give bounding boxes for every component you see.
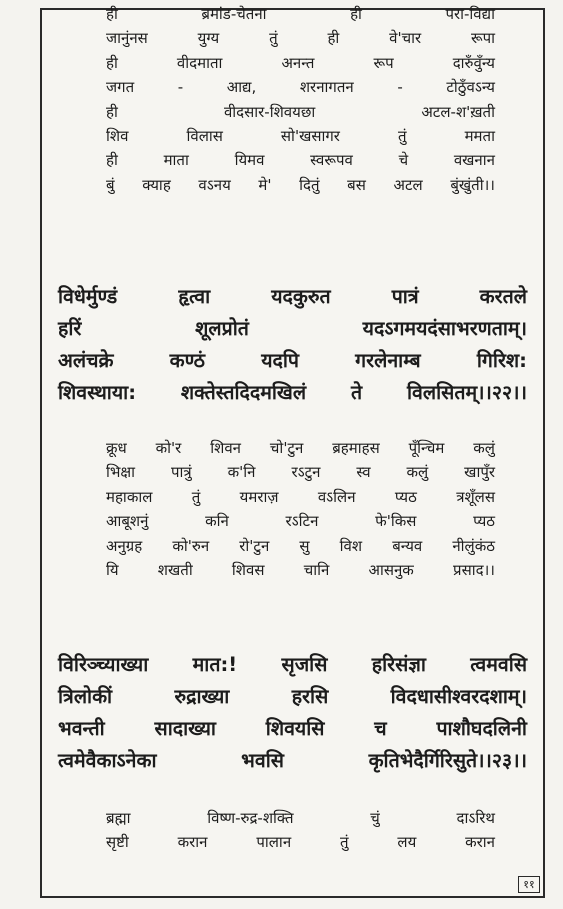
word: विश: [339, 536, 363, 555]
word: रूपा: [470, 29, 495, 48]
word: ही: [350, 5, 362, 23]
word: ही: [327, 29, 340, 48]
page-frame: [40, 5, 545, 898]
word: आबूशनुं: [106, 512, 149, 531]
word: शिवस: [231, 560, 265, 579]
word: शिवयसि: [265, 717, 325, 740]
word: यदपि: [261, 349, 299, 372]
word: गरलेनाम्ब: [355, 349, 421, 372]
word: शरनागतन: [299, 78, 354, 97]
word: बस: [347, 175, 366, 194]
word: शक्तेस्तदिदमखिलं: [180, 381, 307, 404]
word: पूँन्चिम: [408, 439, 445, 457]
text-line: [42, 650, 543, 682]
stanza-translation-1: [42, 4, 543, 199]
word: पाशौघदलिनी: [436, 717, 527, 740]
word: सृष्टी: [106, 833, 129, 852]
word: ब्रमांड-चेतना: [201, 5, 267, 23]
word: सादाख्या: [154, 717, 216, 740]
text-line: [42, 77, 543, 101]
word: युग्य: [197, 29, 220, 48]
text-line: [42, 314, 543, 346]
word: पालान: [256, 833, 292, 852]
word: ममता: [464, 126, 495, 145]
text-line: [42, 150, 543, 174]
text-line: [42, 438, 543, 462]
word: त्रशूँलस: [456, 487, 495, 506]
word: वखनान: [453, 151, 495, 170]
word: प्यठ: [473, 512, 495, 531]
word: अनुग्रह: [106, 536, 143, 555]
word: रऽटुन: [291, 463, 321, 482]
word: यमराज़: [239, 487, 279, 506]
word: बुं: [106, 175, 115, 194]
word: स्व: [356, 463, 371, 482]
word: प्यठ: [394, 487, 417, 506]
word: चुं: [370, 809, 380, 827]
stanza-verse-23: [42, 650, 543, 778]
word: च: [374, 717, 387, 740]
text-line: [42, 536, 543, 560]
stanza-translation-3: [42, 808, 543, 857]
word: शिवस्थाया:: [58, 381, 137, 404]
word: सो'खसागर: [280, 126, 340, 145]
word: विरिञ्च्याख्या: [58, 653, 149, 676]
text-line: [42, 126, 543, 150]
word: गिरिश:: [476, 349, 527, 372]
word: पात्रं: [391, 285, 419, 308]
word: रुद्राख्या: [174, 685, 230, 708]
word: भवसि: [241, 749, 284, 772]
text-line: [42, 282, 543, 314]
text-line: [42, 462, 543, 486]
text-line: [42, 28, 543, 52]
word: कनि: [205, 512, 229, 531]
word: मे': [258, 175, 272, 194]
word: हरिं: [58, 317, 82, 340]
stanza-verse-22: [42, 282, 543, 410]
word: भिक्षा: [106, 463, 136, 482]
stanza-translation-2: [42, 438, 543, 584]
text-line: [42, 53, 543, 77]
word: क'नि: [227, 463, 256, 482]
text-line: [42, 746, 543, 778]
word: रूप: [373, 53, 394, 72]
word: शखती: [157, 560, 193, 579]
word: जगत: [106, 78, 135, 97]
word: यिमव: [234, 151, 265, 170]
word: वे'चार: [389, 29, 422, 48]
word: विलसितम्।।२२।।: [407, 381, 527, 404]
word: विदधासीश्वरदशाम्।: [390, 685, 527, 708]
word: आद्य,: [226, 78, 257, 97]
word: रो'टुन: [239, 536, 270, 555]
word: कलुं: [473, 439, 495, 457]
word: तुं: [340, 833, 349, 852]
word: तुं: [191, 487, 201, 506]
word: यि: [106, 560, 119, 579]
word: नीलुंकंठ: [452, 536, 495, 555]
word: शिव: [106, 126, 129, 145]
word: विलास: [186, 126, 223, 145]
word: शिवन: [210, 439, 241, 457]
word: करान: [465, 833, 495, 852]
word: तुं: [269, 29, 278, 48]
word: वऽनय: [198, 175, 231, 194]
text-line: [42, 714, 543, 746]
word: चो'टुन: [269, 439, 304, 457]
word: त्रिलोकीं: [58, 685, 113, 708]
text-line: [42, 560, 543, 584]
word: सु: [299, 536, 310, 555]
word: खापुँर: [464, 463, 495, 482]
word: -: [177, 78, 184, 97]
text-line: [42, 808, 543, 832]
text-line: [42, 511, 543, 535]
word: बुंखुंती।।: [450, 175, 495, 194]
word: दारुँवुँन्य: [452, 53, 495, 72]
word: टोठुँवऽन्य: [446, 78, 495, 97]
word: विष्ण-रुद्र-शक्ति: [207, 809, 294, 827]
text-line: [42, 487, 543, 511]
word: माता: [163, 151, 189, 170]
word: मात:!: [192, 653, 238, 676]
word: बन्यव: [392, 536, 423, 555]
word: विधेर्मुण्डं: [58, 285, 118, 308]
word: ही: [106, 102, 118, 121]
text-line: [42, 682, 543, 714]
text-line: [42, 4, 543, 28]
word: आसनुक: [368, 560, 414, 579]
word: को'रुन: [172, 536, 210, 555]
word: -: [397, 78, 403, 97]
word: शूलप्रोतं: [195, 317, 249, 340]
word: वीदमाता: [176, 53, 223, 72]
word: त्वमवसि: [470, 653, 527, 676]
word: यदकुरुत: [271, 285, 331, 308]
word: लय: [397, 833, 417, 852]
word: तुं: [397, 126, 407, 145]
word: वऽलिन: [317, 487, 356, 506]
word: हरिसंज्ञा: [371, 653, 426, 676]
word: क्याह: [142, 175, 171, 194]
word: चे: [398, 151, 409, 170]
word: हृत्वा: [178, 285, 211, 308]
word: प्रसाद।।: [453, 560, 495, 579]
word: दितुं: [299, 175, 320, 194]
text-line: [42, 832, 543, 856]
text-line: [42, 346, 543, 378]
word: ही: [106, 151, 118, 170]
word: ही: [106, 5, 118, 23]
word: ब्रहमाहस: [332, 439, 380, 457]
word: करान: [177, 833, 208, 852]
word: अटल: [393, 175, 423, 194]
word: रऽटिन: [285, 512, 319, 531]
text-line: [42, 102, 543, 126]
word: अनन्त: [281, 53, 315, 72]
word: भवन्ती: [58, 717, 105, 740]
word: जानुंनस: [106, 29, 148, 48]
word: सृजसि: [281, 653, 328, 676]
word: करतले: [479, 285, 527, 308]
word: ही: [106, 53, 118, 72]
word: चानि: [303, 560, 330, 579]
page-number: ११: [518, 876, 540, 893]
word: कण्ठं: [169, 349, 206, 372]
word: कलुं: [406, 463, 429, 482]
word: वीदसार-शिवयछा: [223, 102, 316, 121]
word: यदऽगमयदंसाभरणताम्।: [362, 317, 527, 340]
word: पात्रुं: [171, 463, 192, 482]
word: अटल-श'ख़ती: [421, 102, 495, 121]
word: स्वरूपव: [310, 151, 353, 170]
word: महाकाल: [106, 487, 153, 506]
word: परा-विद्या: [445, 5, 495, 23]
word: को'र: [155, 439, 182, 457]
word: त्वमेवैकाऽनेका: [58, 749, 157, 772]
text-line: [42, 175, 543, 199]
word: क्रूध: [106, 439, 127, 457]
word: फे'किस: [375, 512, 417, 531]
word: दाऽरिथ: [456, 809, 495, 827]
word: हरसि: [291, 685, 329, 708]
word: अलंचक्रे: [58, 349, 114, 372]
word: कृतिभेदैर्गिरिसुते।।२३।।: [368, 749, 527, 772]
word: ब्रह्मा: [106, 809, 131, 827]
word: ते: [350, 381, 363, 404]
text-line: [42, 378, 543, 410]
